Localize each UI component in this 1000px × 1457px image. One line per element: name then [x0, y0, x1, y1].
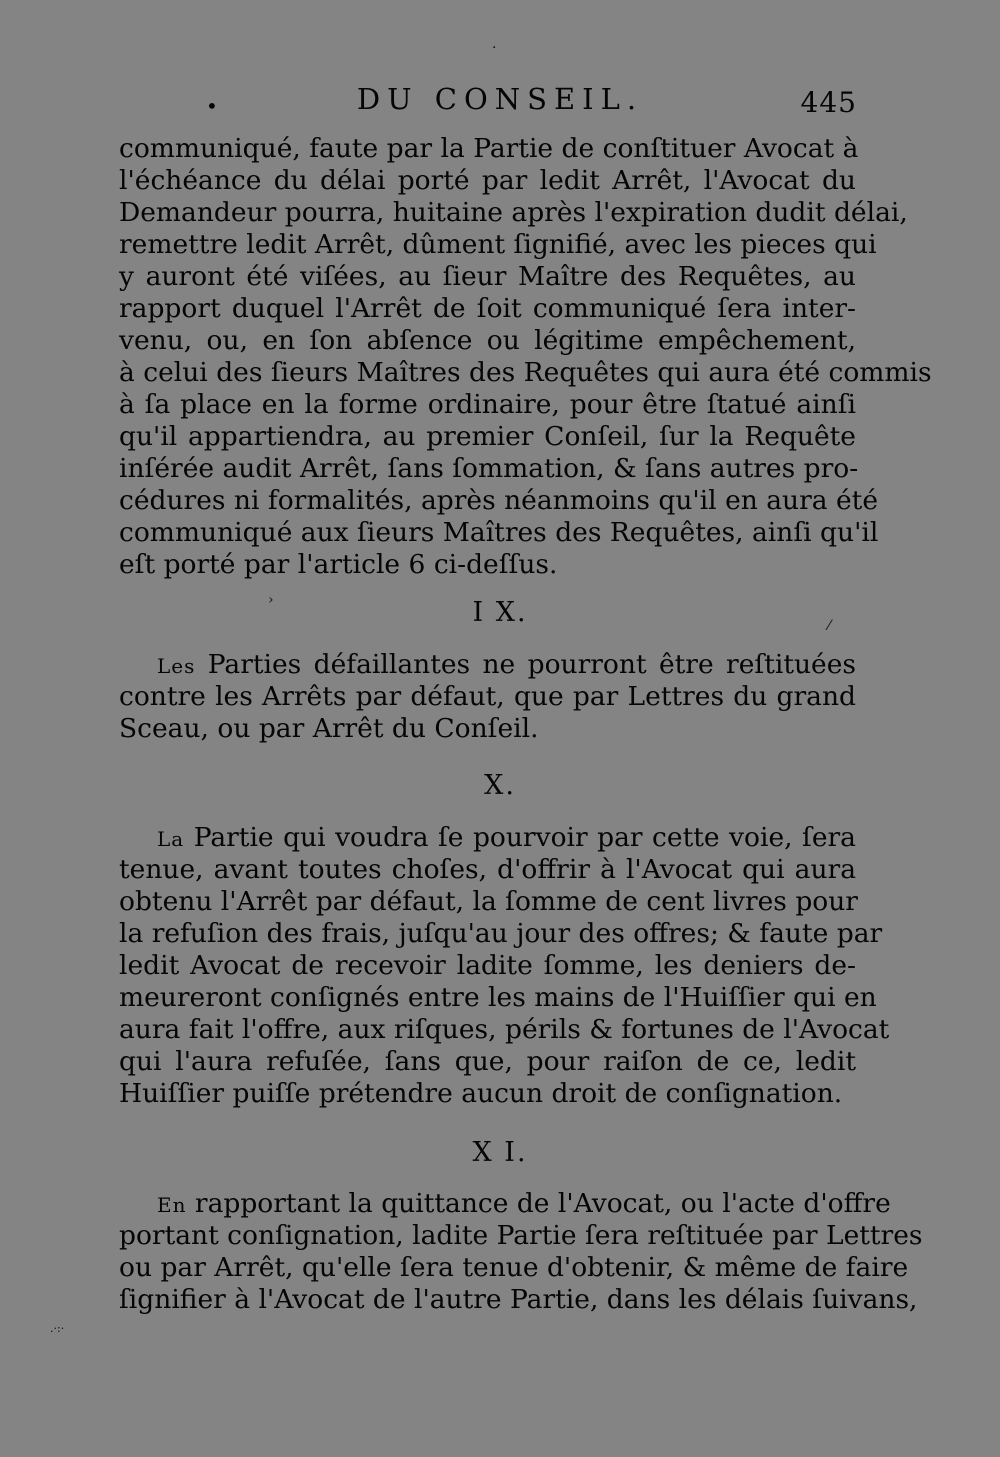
text-line: obtenu l'Arrêt par défaut, la ſomme de cent livres pour — [119, 886, 858, 917]
text-line: ſignifier à l'Avocat de l'autre Partie, dans les délais ſuivans, — [119, 1284, 918, 1315]
text-line: ledit Avocat de recevoir ladite ſomme, les deniers de- — [119, 950, 856, 981]
initial-small-caps: En — [157, 1193, 187, 1217]
initial-small-caps: La — [157, 827, 185, 851]
text-line: à ſa place en la forme ordinaire, pour être ſtatué ainſi — [119, 389, 856, 420]
text-line — [119, 649, 856, 681]
text-line: la refuſion des frais, juſqu'au jour des offres; & faute par — [119, 918, 883, 949]
text-run: rapportant la quittance de l'Avocat, ou l'acte d'offre — [186, 1188, 891, 1219]
running-title: DU CONSEIL. — [356, 82, 644, 116]
text-line: portant conſignation, ladite Partie ſera reſtituée par Lettres — [119, 1220, 923, 1251]
text-line: contre les Arrêts par défaut, que par Lettres du grand — [119, 681, 856, 712]
section-9-paragraph — [119, 649, 856, 745]
section-heading-11: X I. — [472, 1137, 528, 1168]
text-line: venu, ou, en ſon abſence ou légitime empêchement, — [119, 325, 856, 356]
text-line: eſt porté par l'article 6 ci-deſſus. — [119, 549, 558, 580]
text-line: Sceau, ou par Arrêt du Conſeil. — [119, 713, 539, 744]
section-heading-9: I X. — [472, 597, 528, 628]
text-line: rapport duquel l'Arrêt de ſoit communiqué ſera inter- — [119, 293, 856, 324]
text-line: ou par Arrêt, qu'elle ſera tenue d'obtenir, & même de faire — [119, 1252, 909, 1283]
text-line — [119, 1188, 891, 1220]
text-line: meureront conſignés entre les mains de l'Huiſſier qui en — [119, 982, 877, 1013]
text-line: Demandeur pourra, huitaine après l'expiration dudit délai, — [119, 197, 908, 228]
text-line: à celui des ſieurs Maîtres des Requêtes qui aura été commis — [119, 357, 932, 388]
text-line: tenue, avant toutes choſes, d'offrir à l'Avocat qui aura — [119, 854, 856, 885]
text-line: remettre ledit Arrêt, dûment ſignifié, avec les pieces qui — [119, 229, 877, 260]
text-line: Huiſſier puiſſe prétendre aucun droit de conſignation. — [119, 1078, 843, 1109]
text-run: Partie qui voudra ſe pourvoir par cette voie, ſera — [184, 822, 856, 853]
ink-speck: ⁄ — [828, 618, 831, 634]
section-11-paragraph — [119, 1188, 923, 1316]
section-10-paragraph — [119, 822, 890, 1110]
text-line: qui l'aura refuſée, ſans que, pour raiſon de ce, ledit — [119, 1046, 856, 1077]
ink-speck: .·:· — [50, 1322, 65, 1335]
header-ornament-dot: • — [206, 94, 218, 118]
page-header — [0, 82, 1000, 126]
text-line: communiqué, faute par la Partie de conſtituer Avocat à — [119, 133, 859, 164]
text-line — [119, 822, 856, 854]
page-number: 445 — [800, 86, 857, 119]
section-heading-10: X. — [484, 770, 516, 801]
text-line: cédures ni formalités, après néanmoins qu'il en aura été — [119, 485, 879, 516]
initial-small-caps: Les — [157, 654, 196, 678]
text-run: Parties défaillantes ne pourront être reſtituées — [195, 649, 856, 680]
text-line: aura fait l'offre, aux riſques, périls & fortunes de l'Avocat — [119, 1014, 890, 1045]
ink-speck: › — [268, 592, 274, 608]
text-line: qu'il appartiendra, au premier Conſeil, ſur la Requête — [119, 421, 856, 452]
text-line: communiqué aux ſieurs Maîtres des Requêtes, ainſi qu'il — [119, 517, 879, 548]
ink-speck: · — [492, 40, 497, 56]
text-line: l'échéance du délai porté par ledit Arrêt, l'Avocat du — [119, 165, 856, 196]
text-line: inſérée audit Arrêt, ſans ſommation, & ſans autres pro- — [119, 453, 859, 484]
paragraph-continuation — [119, 133, 932, 581]
text-line: y auront été viſées, au ſieur Maître des Requêtes, au — [119, 261, 856, 292]
